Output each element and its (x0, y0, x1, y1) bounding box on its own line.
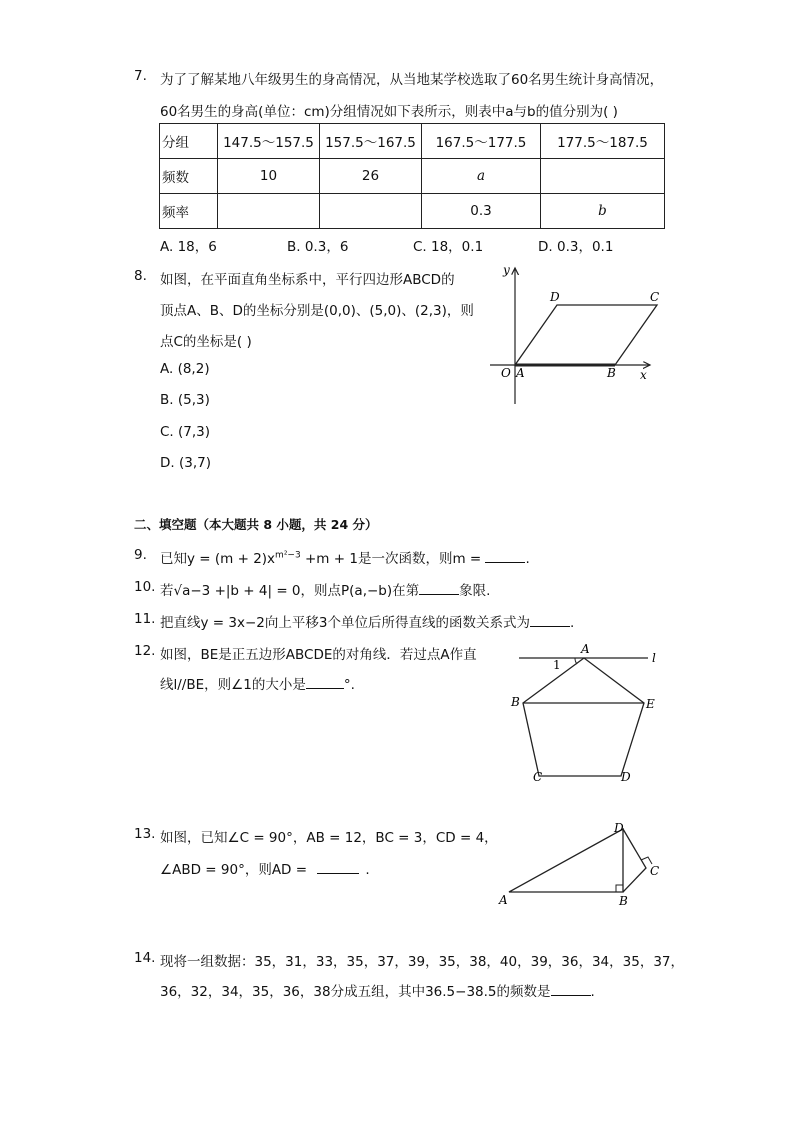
table-row (160, 159, 665, 194)
q8-line1: 如图，在平面直角坐标系中，平行四边形ABCD的 (160, 272, 455, 288)
label-x: x (640, 368, 647, 382)
table-cell (320, 194, 422, 229)
label-angle-1: 1 (553, 658, 561, 672)
q13-line2-pre: ∠ABD = 90°，则AD = (160, 862, 312, 878)
q11-answer-blank[interactable] (530, 612, 570, 627)
table-cell: 分组 (160, 124, 218, 159)
q8-option-c: C. (7,3) (160, 424, 211, 440)
q9-end: . (525, 551, 530, 567)
q11-number: 11. (134, 611, 156, 627)
q8-line3: 点C的坐标是( ) (160, 334, 252, 350)
q9-pre: 已知y = (m + 2)x (160, 551, 276, 567)
q7-option-c: C. 18，0.1 (413, 239, 484, 255)
q7-option-b: B. 0.3，6 (287, 239, 349, 255)
frequency-table (159, 123, 665, 229)
q7-option-d: D. 0.3，0.1 (538, 239, 614, 255)
table-cell: 177.5～187.5 (541, 124, 665, 159)
table-cell: 频数 (160, 159, 218, 194)
q14-line2 (160, 980, 595, 1000)
section-title: 二、填空题（本大题共 8 小题，共 24 分） (134, 517, 378, 532)
table-cell: b (541, 194, 665, 229)
q14-end: . (590, 984, 595, 1000)
q11-text (160, 611, 574, 631)
q7-option-a: A. 18，6 (160, 239, 217, 255)
q14-line2-text: 36，32，34，35，36，38分成五组，其中36.5−38.5的频数是 (160, 984, 551, 1000)
label-c: C (650, 864, 660, 878)
q13-line2 (160, 858, 370, 878)
q12-answer-blank[interactable] (306, 674, 344, 689)
q8-line2: 顶点A、B、D的坐标分别是(0,0)、(5,0)、(2,3)，则 (160, 303, 474, 319)
q9-number: 9. (134, 547, 147, 563)
triangle-abd (509, 829, 623, 892)
table-cell (541, 159, 665, 194)
label-b: B (619, 894, 628, 908)
q13-answer-blank[interactable] (317, 859, 359, 874)
label-b: B (511, 695, 520, 709)
label-a: A (581, 642, 590, 656)
q8-option-a: A. (8,2) (160, 361, 210, 377)
table-row (160, 194, 665, 229)
q10-text (160, 579, 490, 599)
table-cell: 147.5～157.5 (218, 124, 320, 159)
q13-line1: 如图，已知∠C = 90°，AB = 12，BC = 3，CD = 4， (160, 830, 498, 846)
parallelogram-figure (490, 262, 670, 412)
q9-text (160, 547, 530, 567)
angle-1-arc (575, 658, 577, 664)
label-y: y (503, 263, 510, 277)
table-cell (218, 194, 320, 229)
q9-exponent: m²−3 (275, 550, 301, 561)
q12-line1: 如图，BE是正五边形ABCDE的对角线．若过点A作直 (160, 647, 477, 663)
parallelogram-abcd (515, 305, 657, 365)
label-a: A (516, 366, 525, 380)
table-row (160, 124, 665, 159)
q11-body: 把直线y = 3x−2向上平移3个单位后所得直线的函数关系式为 (160, 615, 530, 631)
q12-line2-pre: 线l//BE，则∠1的大小是 (160, 677, 306, 693)
q8-option-d: D. (3,7) (160, 455, 211, 471)
table-cell: 频率 (160, 194, 218, 229)
pentagon-abcde (523, 658, 644, 776)
table-cell: 26 (320, 159, 422, 194)
q10-pre: 若√a−3 +|b + 4| = 0，则点P(a,−b)在第 (160, 583, 420, 599)
q14-line1: 现将一组数据：35，31，33，35，37，39，35，38，40，39，36，34，35，37， (160, 954, 684, 970)
label-o: O (501, 366, 511, 380)
right-angle-b (616, 885, 623, 892)
q8-option-b: B. (5,3) (160, 392, 210, 408)
q13-number: 13. (134, 826, 156, 842)
label-c: C (650, 290, 660, 304)
q8-number: 8. (134, 268, 147, 284)
q11-end: . (569, 615, 575, 631)
label-a: A (499, 893, 508, 907)
q10-answer-blank[interactable] (419, 580, 459, 595)
label-l: l (652, 651, 656, 665)
q7-line2: 60名男生的身高(单位：cm)分组情况如下表所示，则表中a与b的值分别为( ) (160, 104, 618, 120)
table-cell: 157.5～167.5 (320, 124, 422, 159)
label-d: D (621, 770, 631, 784)
q9-answer-blank[interactable] (485, 548, 525, 563)
triangle-figure (495, 820, 670, 910)
q10-number: 10. (134, 579, 156, 595)
label-d: D (614, 821, 624, 835)
q12-line2-post: °. (343, 677, 355, 693)
q7-number: 7. (134, 68, 147, 84)
q13-line2-post: . (365, 862, 370, 878)
table-cell: 167.5～177.5 (422, 124, 541, 159)
label-d: D (550, 290, 560, 304)
q9-post: +m + 1是一次函数，则m = (300, 551, 486, 567)
q14-answer-blank[interactable] (551, 981, 591, 996)
q12-line2 (160, 673, 355, 693)
table-cell: 0.3 (422, 194, 541, 229)
table-cell: a (422, 159, 541, 194)
label-e: E (646, 697, 655, 711)
q14-number: 14. (134, 950, 156, 966)
pentagon-figure (505, 640, 675, 790)
q10-post: 象限. (459, 583, 491, 599)
q12-number: 12. (134, 643, 156, 659)
q7-line1: 为了了解某地八年级男生的身高情况，从当地某学校选取了60名男生统计身高情况， (160, 72, 664, 88)
label-b: B (607, 366, 616, 380)
table-cell: 10 (218, 159, 320, 194)
label-c: C (533, 770, 543, 784)
triangle-bcd-sides (623, 829, 646, 892)
